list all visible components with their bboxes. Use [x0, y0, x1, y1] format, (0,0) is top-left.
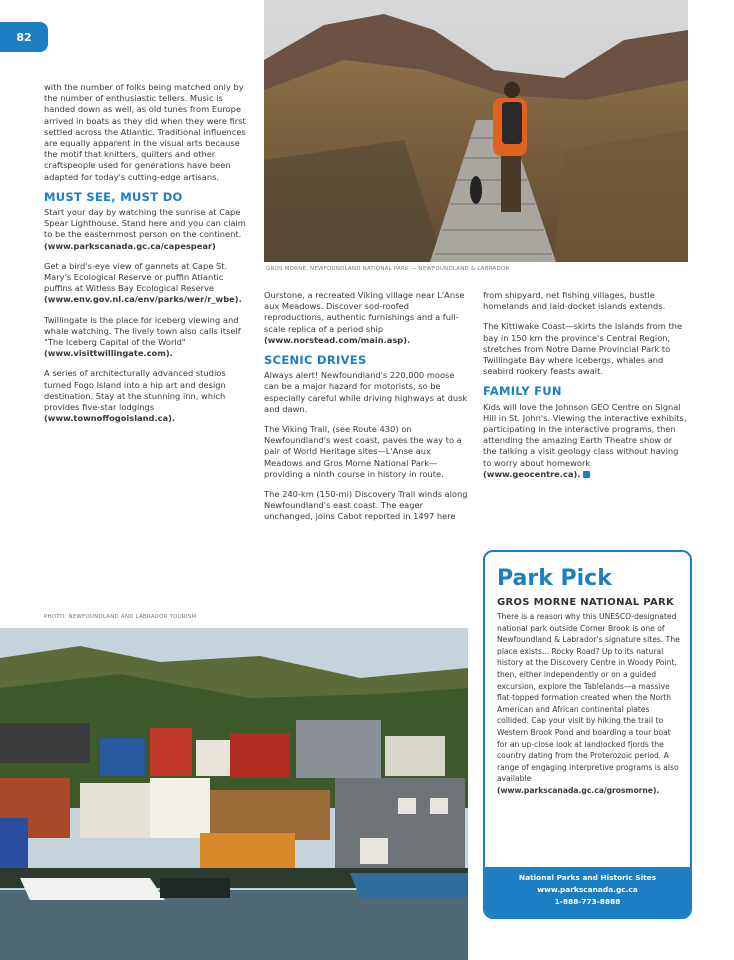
park-pick-subtitle: GROS MORNE NATIONAL PARK [497, 597, 675, 608]
footer-parks-title: National Parks and Historic Sites [518, 873, 657, 882]
park-pick-box [483, 550, 692, 919]
page-number-tab [0, 22, 48, 52]
column-3 [483, 290, 688, 489]
col3-intro: from shipyard, net fishing villages, bustle homelands and laid-docket islands extends. [483, 290, 666, 312]
col2-paragraph-3: The 240-km (150-mi) Discovery Trail winds along Newfoundland's east coast. The eager unchanged, joins Cabot reported in 1497 here [264, 489, 468, 522]
park-pick-footer [485, 867, 690, 917]
column-2 [264, 290, 470, 532]
bottom-photo-caption: PHOTO: NEWFOUNDLAND AND LABRADOR TOURISM [44, 614, 197, 620]
top-photo-caption: GROS MORNE, NEWFOUNDLAND NATIONAL PARK — NEWFOUNDLAND & LABRADOR [266, 266, 510, 272]
footer-phone: 1-888-773-8888 [554, 897, 621, 906]
col1-p1-text: Start your day by watching the sunrise at Cape Spear Lighthouse. Stand here and you can claim to be the easternmost person on the continent. [44, 207, 246, 240]
hiker-boardwalk-photo [264, 0, 688, 262]
col1-paragraph-2 [44, 261, 248, 306]
capespear-link[interactable]: (www.parkscanada.gc.ca/capespear) [44, 240, 216, 251]
fogo-island-link[interactable]: (www.townoffogoisland.ca). [44, 413, 176, 424]
park-pick-title: Park Pick [497, 566, 612, 591]
col1-p2-text: Get a bird's-eye view of gannets at Cape St. Mary's Ecological Reserve or puffin Atlantic puffins at Witless Bay Ecological Reserve [44, 260, 228, 294]
geocentre-link[interactable]: (www.geocentre.ca). [483, 468, 581, 479]
col1-p3-text: Twillingate is the place for iceberg viewing and whale watching. The lively town also calls itself "The Iceberg Capital of the World" [44, 314, 241, 348]
col1-paragraph-3 [44, 315, 248, 360]
column-1 [44, 82, 248, 433]
col2-paragraph-2: The Viking Trail, (see Route 430) on Newfoundland's west coast, paves the way to a pair of World Heritage sites—L'Anse aux Meadows and Gros Morne National Park—providing a ninth course in history in route. [264, 424, 462, 479]
col2-intro [264, 290, 470, 346]
norstead-link[interactable]: (www.norstead.com/main.asp). [264, 334, 411, 345]
footer-website-link[interactable]: www.parkscanada.gc.ca [537, 885, 638, 894]
witless-bay-link[interactable]: (www.env.gov.nl.ca/env/parks/wer/r_wbe). [44, 294, 242, 305]
col3-p2-text: Kids will love the Johnson GEO Centre on Signal Hill in St. John's. Viewing the interactive exhibits, participating in the interactive programs, then attending the amazing Earth Theatre show or the talking a visit geology class without having to worry about homework [483, 401, 687, 468]
page-number: 82 [16, 30, 32, 44]
col2-paragraph-1: Always alert! Newfoundland's 220,000 moose can be a major hazard for motorists, so be especially careful while driving highways at dusk and dawn. [264, 370, 468, 414]
heading-scenic-drives: SCENIC DRIVES [264, 353, 367, 368]
twillingate-link[interactable]: (www.visittwillingate.com). [44, 348, 173, 359]
col1-paragraph-1 [44, 207, 248, 252]
park-pick-body-text: There is a reason why this UNESCO-designated national park outside Corner Brook is one of Newfoundland & Labrador's signature sites. The place exists... Rocky Road? Up to its natural history at the Discovery Centre in Woody Point, then, either independently or on a guided excursion, explore the Tablelands—a massive flat-topped formation created when the North American and African continental plates collided. Cap your visit by hiking the trail to Western Brook Pond and boarding a tour boat for an up-close look at landlocked fjords the country dating from the Proterozoic period. A range of engaging interpretive programs is also available [497, 612, 680, 784]
end-mark-icon [583, 471, 590, 478]
col2-intro-text: Ourstone, a recreated Viking village near L'Anse aux Meadows. Discover sod-roofed reproductions, authentic furnishings and a full-scale replica of a period ship [264, 290, 465, 334]
col1-p4-text: A series of architecturally advanced studios turned Fogo Island into a hip art and design destination. Stay at the stunning inn, which provides five-star lodgings [44, 368, 226, 413]
park-pick-body [497, 611, 680, 797]
harbour-village-photo [0, 628, 468, 960]
grosmorne-link[interactable]: (www.parkscanada.gc.ca/grosmorne). [497, 785, 660, 795]
heading-family-fun: FAMILY FUN [483, 384, 562, 399]
col3-paragraph-1: The Kittiwake Coast—skirts the Islands from the bay in 150 km the province's Central Region, stretches from Notre Dame Provincial Park to Twillingate Bay where icebergs, whales and seabird rookery feasts await. [483, 321, 683, 377]
col1-intro: with the number of folks being matched only by the number of enthusiastic tellers. Music is handed down as well, as old tunes from Europe arrived in boats as they did when they were first settled across the Atlantic. Traditional influences are equally apparent in the visual arts because the motif that knitters, quilters and other craftspeople used for generations have been adapted for today's cutting-edge artisans. [44, 82, 246, 182]
col3-paragraph-2 [483, 402, 688, 480]
heading-must-see: MUST SEE, MUST DO [44, 189, 183, 204]
col1-paragraph-4 [44, 368, 248, 424]
